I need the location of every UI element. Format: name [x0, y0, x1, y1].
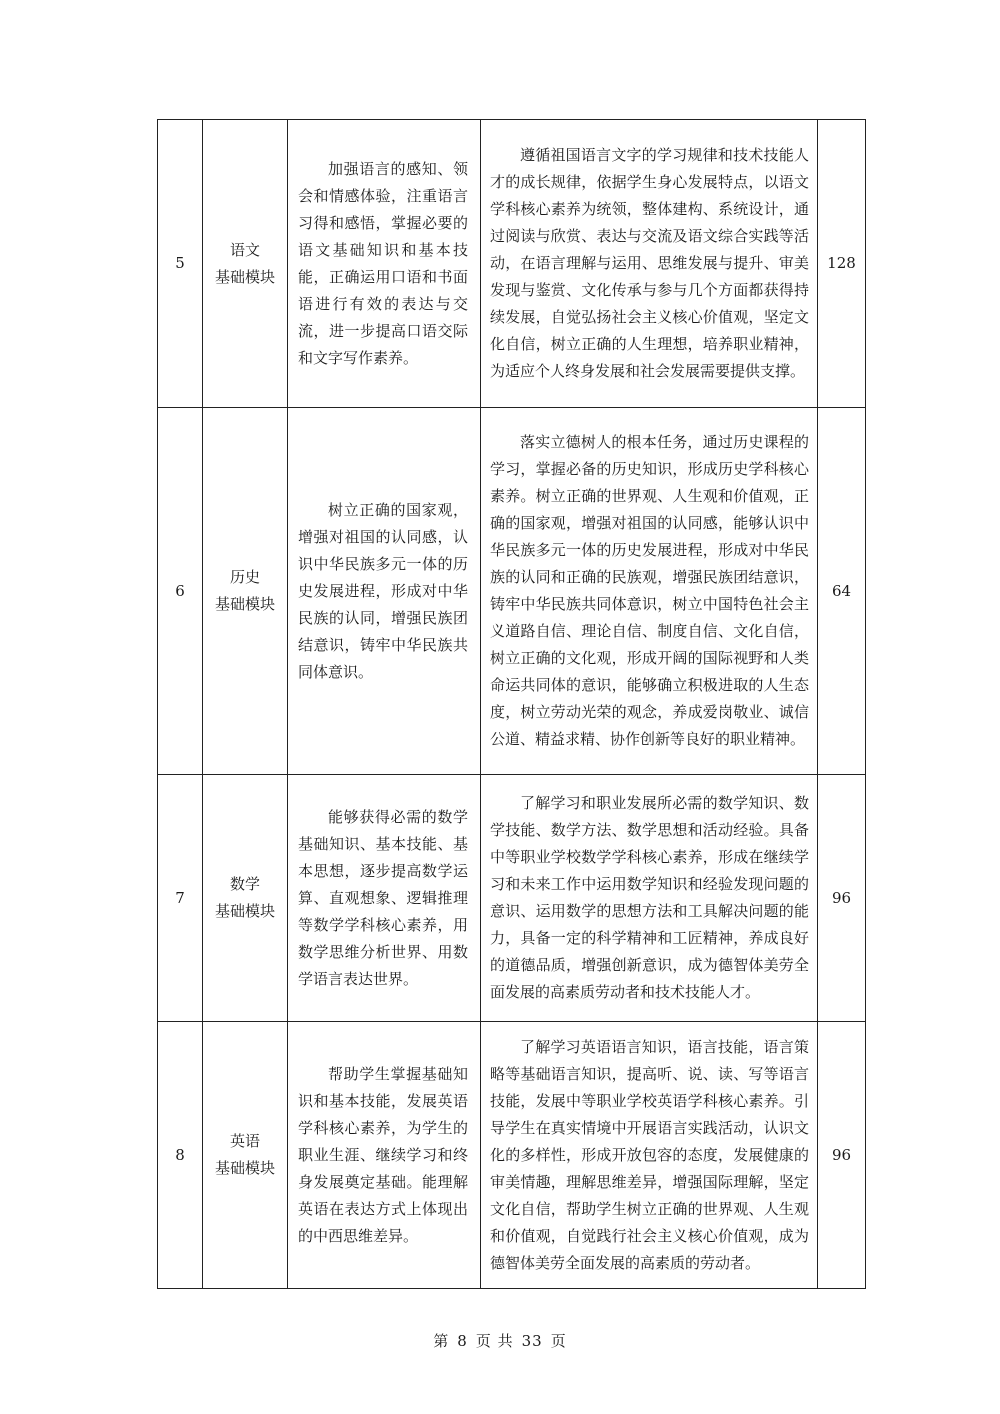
course-goal-text: 树立正确的国家观，增强对祖国的认同感，认识中华民族多元一体的历史发展进程，形成对中华民族的认同，增强民族团结意识，铸牢中华民族共同体意识。 — [298, 500, 468, 681]
page-footer — [0, 1330, 1000, 1351]
course-name-line1: 语文 — [229, 240, 260, 259]
course-goal-text: 能够获得必需的数学基础知识、基本技能、基本思想，逐步提高数学运算、直观想象、逻辑推理等数学学科核心素养，用数学思维分析世界、用数学语言表达世界。 — [298, 807, 468, 988]
course-name — [203, 775, 288, 1022]
course-content-text: 了解学习和职业发展所必需的数学知识、数学技能、数学方法、数学思想和活动经验。具备中等职业学校数学学科核心素养，形成在继续学习和未来工作中运用数学知识和经验发现问题的意识、运用数学的思想方法和工具解决问题的能力，具备一定的科学精神和工匠精神，养成良好的道德品质，增强创新意识，成为德智体美劳全面发展的高素质劳动者和技术技能人才。 — [490, 794, 809, 1001]
table-row — [158, 775, 866, 1022]
course-goal — [288, 1022, 481, 1289]
footer-total-pages: 33 — [521, 1332, 543, 1350]
footer-suffix: 页 — [550, 1332, 567, 1350]
course-name-line1: 数学 — [229, 875, 260, 893]
course-name — [203, 408, 288, 775]
course-content — [481, 120, 818, 408]
course-content-text: 遵循祖国语言文字的学习规律和技术技能人才的成长规律，依据学生身心发展特点，以语文学科核心素养为统领，整体建构、系统设计，通过阅读与欣赏、表达与交流及语文综合实践等活动，在语言理解与运用、思维发展与提升、审美发现与鉴赏、文化传承与参与几个方面都获得持续发展，自觉弘扬社会主义核心价值观，坚定文化自信，树立正确的人生理想，培养职业精神，为适应个人终身发展和社会发展需要提供支撑。 — [490, 146, 809, 380]
course-hours: 96 — [818, 775, 866, 1022]
course-hours: 128 — [818, 120, 866, 408]
course-hours: 64 — [818, 408, 866, 775]
row-number: 5 — [158, 120, 203, 408]
course-content-text: 落实立德树人的根本任务，通过历史课程的学习，掌握必备的历史知识，形成历史学科核心素养。树立正确的世界观、人生观和价值观，正确的国家观，增强对祖国的认同感，能够认识中华民族多元一体的历史发展进程，形成对中华民族的认同和正确的民族观，增强民族团结意识，铸牢中华民族共同体意识，树立中国特色社会主义道路自信、理论自信、制度自信、文化自信，树立正确的文化观，形成开阔的国际视野和人类命运共同体的意识，能够确立积极进取的人生态度，树立劳动光荣的观念，养成爱岗敬业、诚信公道、精益求精、协作创新等良好的职业精神。 — [490, 433, 809, 748]
course-goal — [288, 775, 481, 1022]
course-hours: 96 — [818, 1022, 866, 1289]
course-name-line1: 英语 — [229, 1132, 260, 1150]
footer-prefix: 第 — [433, 1332, 450, 1350]
course-table — [157, 119, 866, 1289]
table-row — [158, 120, 866, 408]
course-goal — [288, 120, 481, 408]
footer-middle: 页 共 — [475, 1332, 514, 1350]
course-name — [203, 120, 288, 408]
course-content — [481, 775, 818, 1022]
course-content — [481, 1022, 818, 1289]
course-goal-text: 加强语言的感知、领会和情感体验，注重语言习得和感悟，掌握必要的语文基础知识和基本技能，正确运用口语和书面语进行有效的表达与交流，进一步提高口语交际和文字写作素养。 — [298, 159, 468, 367]
row-number: 6 — [158, 408, 203, 775]
row-number: 7 — [158, 775, 203, 1022]
course-content-text: 了解学习英语语言知识，语言技能，语言策略等基础语言知识，提高听、说、读、写等语言技能，发展中等职业学校英语学科核心素养。引导学生在真实情境中开展语言实践活动，认识文化的多样性，形成开放包容的态度，发展健康的审美情趣，理解思维差异，增强国际理解，坚定文化自信，帮助学生树立正确的世界观、人生观和价值观，自觉践行社会主义核心价值观，成为德智体美劳全面发展的高素质的劳动者。 — [490, 1037, 809, 1272]
table-row — [158, 408, 866, 775]
course-name-line2: 基础模块 — [214, 267, 275, 286]
table-row — [158, 1022, 866, 1289]
course-name-line2: 基础模块 — [214, 902, 275, 920]
course-content — [481, 408, 818, 775]
footer-page-number: 8 — [457, 1332, 468, 1350]
course-name-line2: 基础模块 — [214, 1159, 275, 1177]
row-number: 8 — [158, 1022, 203, 1289]
course-goal — [288, 408, 481, 775]
course-name-line1: 历史 — [229, 568, 260, 586]
course-name-line2: 基础模块 — [214, 595, 275, 613]
course-goal-text: 帮助学生掌握基础知识和基本技能，发展英语学科核心素养，为学生的职业生涯、继续学习和终身发展奠定基础。能理解英语在表达方式上体现出的中西思维差异。 — [298, 1064, 468, 1245]
course-name — [203, 1022, 288, 1289]
